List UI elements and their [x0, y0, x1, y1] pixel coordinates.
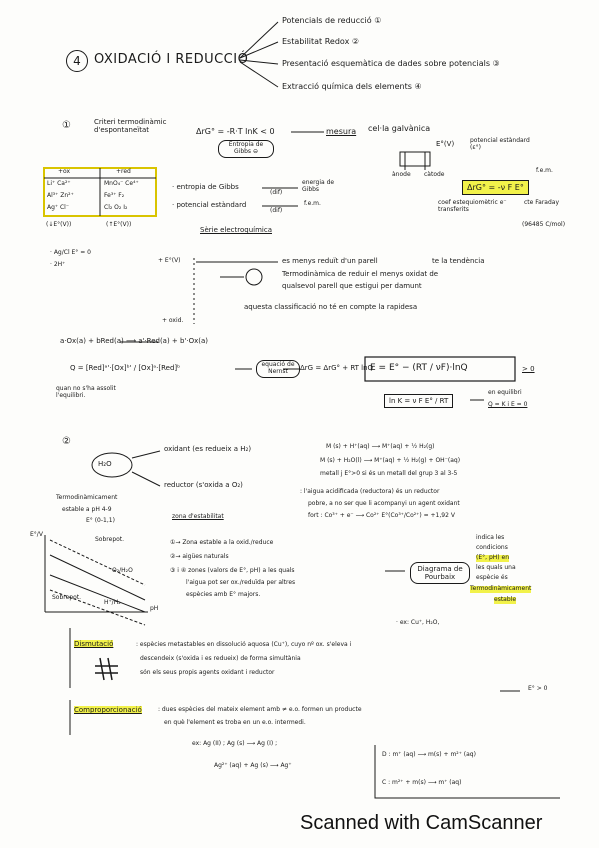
catode-label: càtode: [424, 171, 445, 178]
dismut-condition: E° > 0: [528, 685, 548, 692]
lnk-equation: ln K = ν F E° / RT: [384, 394, 453, 408]
example-species: · ex: Cu⁺, H₂O,: [396, 619, 440, 626]
dismut-line-3: són els seus propis agents oxidant i reductor: [140, 669, 275, 676]
series-line-2a: Termodinàmica de reduir el menys oxidat de: [282, 270, 439, 278]
indica-1: indica les: [476, 534, 505, 541]
graph-sobrepot-bottom: Sobrepot.: [52, 594, 82, 601]
energia-gibbs: energia de Gibbs: [302, 179, 335, 193]
coef-label: coef estequiomètric e⁻ transferits: [438, 199, 507, 213]
graph-h-line: H⁺/H₂: [104, 599, 121, 606]
fem-label: f.e.m.: [536, 167, 553, 174]
zona-estabilitat: zona d'estabilitat: [172, 513, 224, 520]
stable-3: E° (0-1,1): [86, 517, 115, 524]
indica-7: estable: [494, 596, 517, 603]
series-bottom: + oxid.: [162, 317, 184, 324]
table-cell: Ag⁺ Cl⁻: [47, 204, 70, 211]
entropy-bubble: Entropia de Gibbs ⊖: [218, 140, 274, 158]
compro-example-2: Ag²⁺ (aq) + Ag (s) ⟶ Ag⁺: [214, 762, 292, 769]
table-header-red: +red: [116, 168, 131, 175]
stable-2: estable a pH 4-9: [62, 506, 112, 513]
anode-label: ànode: [392, 171, 411, 178]
agua-line-1: : l'aigua acidificada (reductora) és un reductor: [300, 488, 440, 495]
branch-3: Presentació esquemàtica de dades sobre potencials ③: [282, 59, 500, 68]
section-number: 4: [66, 50, 88, 72]
legend-1: ①→ Zona estable a la oxid./reduce: [170, 539, 274, 546]
gibbs-nernst: ΔrG = ΔrG° + RT lnQ: [300, 364, 374, 372]
compro-line-1: : dues espècies del mateix element amb ≠ e.o. formen un producte: [158, 706, 362, 713]
branch-4: Extracció química dels elements ④: [282, 82, 422, 91]
dismut-line-1: : espècies metastables en dissolució aquosa (Cu⁺), cuyo nº ox. s'eleva i: [136, 641, 352, 648]
indica-5: espècie és: [476, 574, 508, 581]
legend-5: espècies amb E° majors.: [186, 591, 261, 598]
table-foot-right: (↑E°(V)): [106, 221, 132, 228]
table-cell: Cl₂ O₂ I₂: [104, 204, 128, 211]
cella-galvanica: cel·la galvànica: [368, 124, 431, 133]
agua-line-2: pobre, a no ser que li acompanyi un agent oxidant: [308, 500, 460, 507]
graph-ph-axis: pH: [150, 605, 159, 612]
marker-2: ②: [62, 436, 71, 447]
branch-2: Estabilitat Redox ②: [282, 37, 360, 46]
camscanner-watermark: Scanned with CamScanner: [300, 812, 543, 834]
redox-reaction: a·Ox(a) + bRed(a) ⟶ a'·Red(a) + b'·Ox(a): [60, 337, 209, 345]
series-top: + E°(V): [158, 257, 181, 264]
indica-6: Termodinàmicament: [470, 585, 532, 592]
branch-1: Potencials de reducció ①: [282, 16, 382, 25]
comproporcionacio-label: Comproporcionació: [74, 706, 142, 714]
entropy-gibbs: · entropia de Gibbs: [172, 183, 239, 191]
indica-4: les quals una: [476, 564, 516, 571]
faraday-label: cte Faraday: [524, 199, 560, 206]
pourbaix-bubble: Diagrama de Pourbaix: [410, 562, 470, 584]
nernst-condition: > 0: [522, 365, 535, 373]
delta-g-equation: ΔrG° = -R·T lnK < 0: [196, 127, 275, 136]
dismut-line-2: descendeix (s'oxida i es redueix) de forma simultània: [140, 655, 301, 662]
nernst-equation: E = E° − (RT / νF)·lnQ: [370, 363, 468, 373]
serie-electroquimica: Sèrie electroquímica: [200, 226, 272, 234]
mesura-label: mesura: [326, 127, 357, 136]
marker-1: ①: [62, 120, 71, 131]
reference-electrode: · Ag/Cl E° = 0: [50, 249, 91, 256]
potencial-estandard: · potencial estàndard: [172, 201, 247, 209]
quotient-note: quan no s'ha assolit l'equilibri.: [56, 385, 116, 399]
legend-4: l'aigua pot ser ox./reduïda per altres: [186, 579, 296, 586]
series-line-3: aquesta classificació no té en compte la rapidesa: [244, 303, 418, 311]
reductor-label: reductor (s'oxida a O₂): [164, 481, 243, 489]
dismutacio-label: Dismutació: [74, 640, 114, 648]
dismut-box-line: D : m⁺ (aq) ⟶ m(s) + m²⁺ (aq): [382, 751, 476, 758]
table-cell: Fe³⁺ F₂: [104, 192, 125, 199]
h2o-label: H₂O: [98, 460, 112, 468]
diff-label: (dif): [270, 189, 283, 196]
graph-e-axis: E°/V: [30, 531, 43, 538]
table-cell: Al³⁺ Zn²⁺: [47, 192, 74, 199]
table-foot-left: (↓E°(V)): [46, 221, 72, 228]
compro-box-line: C : m²⁺ + m(s) ⟶ m⁺ (aq): [382, 779, 462, 786]
reaction-1: M (s) + H⁺(aq) ⟶ M⁺(aq) + ½ H₂(g): [326, 443, 435, 450]
graph-o2-line: O₂/H₂O: [112, 567, 133, 574]
table-cell: Li⁺ Ca²⁺: [47, 180, 71, 187]
legend-3: ③ i ④ zones (valors de E°, pH) a les quals: [170, 567, 295, 574]
indica-2: condicions: [476, 544, 508, 551]
reaction-2: M (s) + H₂O(l) ⟶ M⁺(aq) + ½ H₂(g) + OH⁻(aq): [320, 457, 461, 464]
table-cell: MnO₄⁻ Ce⁴⁺: [104, 180, 139, 187]
graph-sobrepot-top: Sobrepot.: [95, 536, 125, 543]
page-title: OXIDACIÓ I REDUCCIÓ: [94, 52, 249, 67]
series-line-2b: qualsevol parell que estigui per damunt: [282, 282, 422, 290]
reference-h: · 2H⁺: [50, 261, 66, 268]
table-header-ox: +ox: [58, 168, 71, 175]
reaction-quotient: Q = [Red]ᵃ'·[Ox]ᵇ' / [Ox]ᵃ·[Red]ᵇ: [70, 364, 181, 372]
agua-line-3: fort : Co³⁺ + e⁻ ⟶ Co²⁺ E°(Co³⁺/Co²⁺) = +1,92 V: [308, 512, 455, 519]
legend-2: ②→ aigües naturals: [170, 553, 229, 560]
criteria-label: Criteri termodinàmic d'espontaneïtat: [94, 118, 167, 135]
faraday-value: (96485 C/mol): [522, 221, 566, 228]
nernst-bubble: equació de Nernst: [256, 360, 300, 378]
reaction-3: metall j E°>0 si és un metall del grup 3 al 3-5: [320, 470, 458, 477]
diff-label: (dif): [270, 207, 283, 214]
series-line-1a: es menys reduït d'un parell: [282, 257, 378, 265]
compro-line-2: en què l'element es troba en un e.o. intermedi.: [164, 719, 306, 726]
series-line-1b: te la tendència: [432, 257, 485, 265]
e-label: E°(V): [436, 140, 455, 148]
stable-1: Termodinàmicament: [56, 494, 118, 501]
equilibrium-note-1: en equilibri: [488, 389, 522, 396]
fem-arrow-label: f.e.m.: [304, 200, 321, 207]
oxidant-label: oxidant (es redueix a H₂): [164, 445, 252, 453]
main-gibbs-equation: ΔrG° = -ν F E°: [462, 180, 529, 195]
compro-example-1: ex: Ag (II) ; Ag (s) ⟶ Ag (I) ;: [192, 740, 278, 747]
potencial-std: potencial estàndard (ε°): [470, 137, 530, 151]
indica-3: (E°, pH) en: [476, 554, 510, 561]
equilibrium-note-2: Q = K i E = 0: [488, 401, 528, 408]
